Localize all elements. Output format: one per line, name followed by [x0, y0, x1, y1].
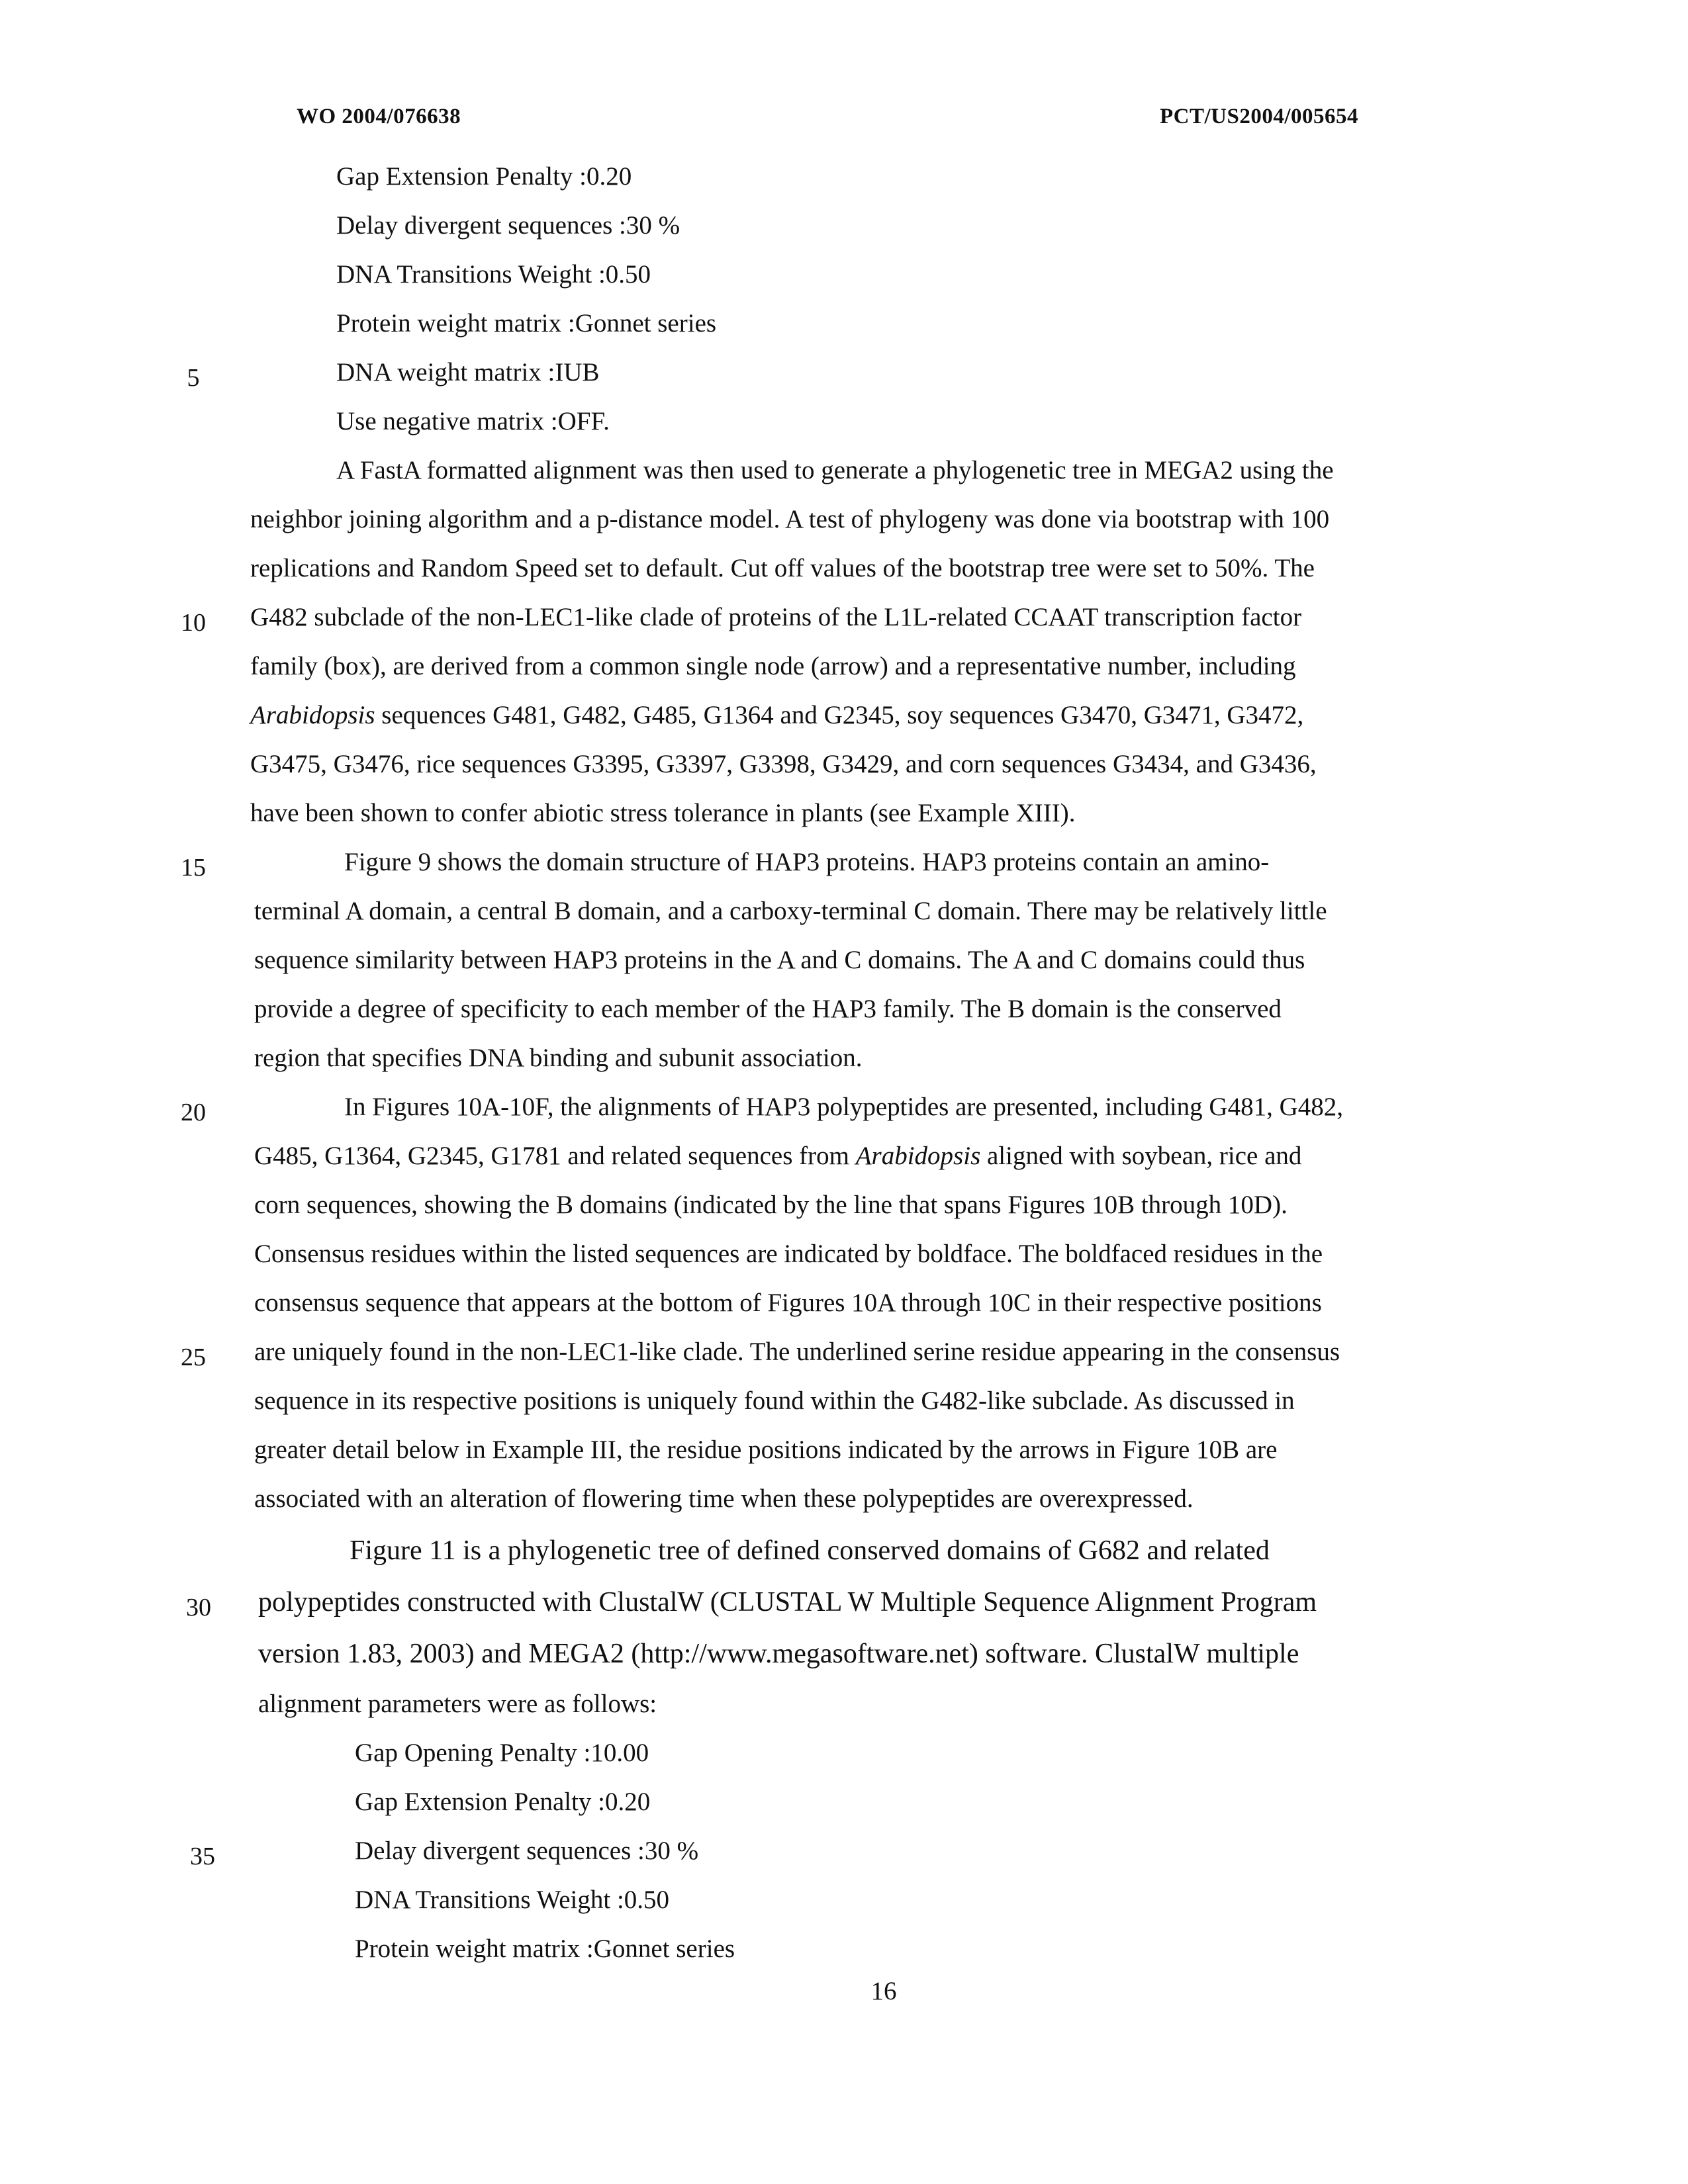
text-line: replications and Random Speed set to default. Cut off values of the bootstrap tree were set to 50%. The [250, 554, 1315, 582]
text-line: region that specifies DNA binding and subunit association. [254, 1044, 863, 1072]
text-line: Gap Extension Penalty :0.20 [336, 162, 632, 191]
line-number: 20 [181, 1099, 206, 1126]
text-line: have been shown to confer abiotic stress tolerance in plants (see Example XIII). [250, 799, 1076, 827]
text-line: DNA weight matrix :IUB [336, 358, 600, 387]
text-line: Use negative matrix :OFF. [336, 407, 610, 435]
text-run: G485, G1364, G2345, G1781 and related sequences from [254, 1142, 856, 1170]
text-line: Gap Extension Penalty :0.20 [355, 1788, 651, 1816]
line-number: 35 [190, 1843, 215, 1870]
text-line: In Figures 10A-10F, the alignments of HAP3 polypeptides are presented, including G481, G482, [344, 1093, 1343, 1121]
text-line: polypeptides constructed with ClustalW (CLUSTAL W Multiple Sequence Alignment Program [258, 1587, 1317, 1617]
text-line: sequence in its respective positions is uniquely found within the G482-like subclade. As discussed in [254, 1387, 1295, 1415]
text-line: greater detail below in Example III, the residue positions indicated by the arrows in Figure 10B are [254, 1435, 1278, 1464]
text-line: DNA Transitions Weight :0.50 [336, 260, 651, 289]
text-line: sequence similarity between HAP3 proteins in the A and C domains. The A and C domains could thus [254, 946, 1305, 974]
text-line: consensus sequence that appears at the bottom of Figures 10A through 10C in their respective positions [254, 1289, 1322, 1317]
text-line: G3475, G3476, rice sequences G3395, G3397, G3398, G3429, and corn sequences G3434, and G3436, [250, 750, 1317, 778]
text-line: Gap Opening Penalty :10.00 [355, 1739, 649, 1767]
text-run: sequences G481, G482, G485, G1364 and G2345, soy sequences G3470, G3471, G3472, [375, 701, 1304, 729]
text-line: Figure 11 is a phylogenetic tree of defined conserved domains of G682 and related [350, 1535, 1270, 1566]
italic-species-name: Arabidopsis [855, 1142, 981, 1170]
text-line: are uniquely found in the non-LEC1-like clade. The underlined serine residue appearing in the consensus [254, 1338, 1340, 1366]
text-line [250, 700, 1303, 731]
text-line: family (box), are derived from a common single node (arrow) and a representative number, including [250, 652, 1296, 680]
line-number: 30 [186, 1594, 211, 1621]
text-run: aligned with soybean, rice and [980, 1142, 1302, 1170]
text-line: associated with an alteration of flowering time when these polypeptides are overexpressed. [254, 1484, 1194, 1513]
text-line: provide a degree of specificity to each member of the HAP3 family. The B domain is the conserved [254, 995, 1282, 1023]
header-application-number: PCT/US2004/005654 [1160, 105, 1359, 128]
text-line: Delay divergent sequences :30 % [355, 1837, 699, 1865]
text-line: version 1.83, 2003) and MEGA2 (http://www.megasoftware.net) software. ClustalW multiple [258, 1639, 1299, 1669]
italic-species-name: Arabidopsis [250, 701, 375, 729]
text-line: Protein weight matrix :Gonnet series [336, 309, 717, 338]
text-line [254, 1141, 1301, 1171]
text-line: A FastA formatted alignment was then used to generate a phylogenetic tree in MEGA2 using the [336, 456, 1334, 484]
text-line: G482 subclade of the non-LEC1-like clade of proteins of the L1L-related CCAAT transcription factor [250, 603, 1302, 631]
text-line: terminal A domain, a central B domain, and a carboxy-terminal C domain. There may be relatively little [254, 897, 1327, 925]
text-line: Consensus residues within the listed sequences are indicated by boldface. The boldfaced residues in the [254, 1240, 1323, 1268]
text-line: Protein weight matrix :Gonnet series [355, 1934, 735, 1963]
text-line: Delay divergent sequences :30 % [336, 211, 680, 240]
line-number: 25 [181, 1343, 206, 1371]
line-number: 5 [187, 364, 200, 392]
text-line: neighbor joining algorithm and a p-distance model. A test of phylogeny was done via bootstrap with 100 [250, 505, 1330, 533]
page-number: 16 [870, 1977, 897, 2005]
line-number: 10 [181, 609, 206, 637]
text-line: corn sequences, showing the B domains (indicated by the line that spans Figures 10B through 10D). [254, 1191, 1288, 1219]
line-number: 15 [181, 854, 206, 882]
text-line: DNA Transitions Weight :0.50 [355, 1886, 670, 1914]
text-line: alignment parameters were as follows: [258, 1690, 657, 1718]
header-publication-number: WO 2004/076638 [297, 105, 461, 128]
text-line: Figure 9 shows the domain structure of HAP3 proteins. HAP3 proteins contain an amino- [344, 848, 1270, 876]
